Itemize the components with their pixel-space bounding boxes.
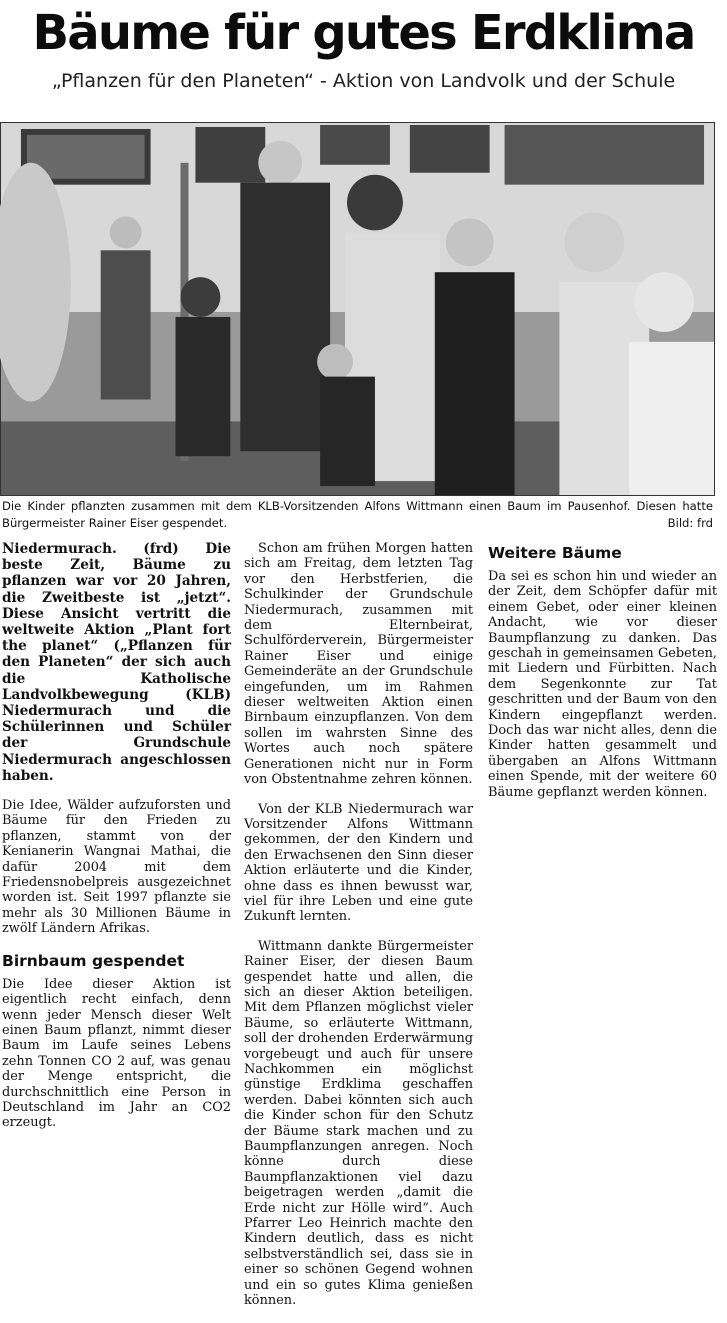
photo-caption	[2, 498, 713, 532]
photo-credit: Bild: frd	[667, 516, 713, 530]
article-column-2	[244, 541, 473, 1323]
article-paragraph: Die Idee dieser Aktion ist eigentlich recht einfach, denn wenn jeder Mensch dieser Welt einen Baum pflanzt, nimmt dieser Baum im Laufe seines Lebens zehn Tonnen CO 2 auf, was genau der Menge entspricht, die durchschnittlich eine Person in Deutschland im Jahr an CO2 erzeugt.	[2, 976, 231, 1131]
article-paragraph: Da sei es schon hin und wieder an der Zeit, dem Schöpfer dafür mit einem Gebet, oder einer kleinen Andacht, wie vor dieser Baumpflanzung zu danken. Das geschah in gemeinsamen Gebeten, mit Liedern und Fürbitten. Nach dem Segenkonnte zur Tat geschritten und der Baum von den Kindern eingepflanzt werden. Doch das war nicht alles, denn die Kinder hatten gesammelt und übergaben an Alfons Wittmann einen Spende, mit der weitere 60 Bäume gepflanzt werden können.	[488, 569, 717, 800]
caption-text: Die Kinder pflanzten zusammen mit dem KLB-Vorsitzenden Alfons Wittmann einen Baum im Pausenhof. Diesen hatte Bürgermeister Rainer Eiser gespendet.	[2, 499, 713, 530]
article-paragraph: Schon am frühen Morgen hatten sich am Freitag, dem letzten Tag vor den Herbstferien, die Schulkinder der Grundschule Niedermurach, zusammen mit dem Elternbeirat, Schulförderverein, Bürgermeister Rainer Eiser und einige Gemeinderäte an der Grundschule eingefunden, um im Rahmen dieser weltweiten Aktion einen Birnbaum einzupflanzen. Von dem sollen im wahrsten Sinne des Wortes auch noch spätere Generationen nicht nur in Form von Obstentnahme zehren können.	[244, 541, 473, 788]
subheadline: „Pflanzen für den Planeten“ - Aktion von Landvolk und der Schule	[51, 70, 676, 92]
article-lead: Niedermurach. (frd) Die beste Zeit, Bäume zu pflanzen war vor 20 Jahren, die Zweitbeste ist „jetzt“. Diese Ansicht vertritt die weltweite Aktion „Plant fort the planet“ („Pflanzen für den Planeten“ der sich auch die Katholische Landvolkbewegung (KLB) Niedermurach und die Schülerinnen und Schüler der Grundschule Niedermurach angeschlossen haben.	[2, 541, 231, 784]
article-paragraph: Von der KLB Niedermurach war Vorsitzender Alfons Wittmann gekommen, der den Kindern und den Erwachsenen den Sinn dieser Aktion erläuterte und die Kinder, ohne dass es ihnen bewusst war, viel für ihre Leben und eine gute Zukunft lernten.	[244, 801, 473, 925]
article-photo	[0, 122, 715, 496]
subheading-weitere-baeume: Weitere Bäume	[488, 544, 622, 562]
article-column-3	[488, 541, 717, 814]
headline: Bäume für gutes Erdklima	[32, 5, 695, 61]
article-paragraph: Die Idee, Wälder aufzuforsten und Bäume für den Frieden zu pflanzen, stammt von der Kenianerin Wangnai Mathai, die dafür 2004 mit dem Friedensnobelpreis ausgezeichnet worden ist. Seit 1997 pflanzte sie mehr als 30 Millionen Bäume in zwölf Ländern Afrikas.	[2, 798, 231, 937]
article-column-1	[2, 541, 231, 1145]
subheading-birnbaum: Birnbaum gespendet	[2, 951, 185, 970]
article-paragraph: Wittmann dankte Bürgermeister Rainer Eiser, der diesen Baum gespendet hatte und allen, die sich an dieser Aktion beteiligen. Mit dem Pflanzen möglichst vieler Bäume, so erläuterte Wittmann, soll der drohenden Erderwärmung vorgebeugt und auch für unsere Nachkommen ein möglichst günstige Erdklima geschaffen werden. Dabei könnten sich auch die Kinder schon für den Schutz der Bäume stark machen und zu Baumpflanzungen anregen. Noch könne durch diese Baumpflanzaktionen viel dazu beigetragen werden „damit die Erde nicht zur Hölle wird“. Auch Pfarrer Leo Heinrich machte den Kindern deutlich, dass es nicht selbstverständlich sei, dass sie in einer so schönen Gegend wohnen und ein so gutes Klima genießen können.	[244, 938, 473, 1309]
